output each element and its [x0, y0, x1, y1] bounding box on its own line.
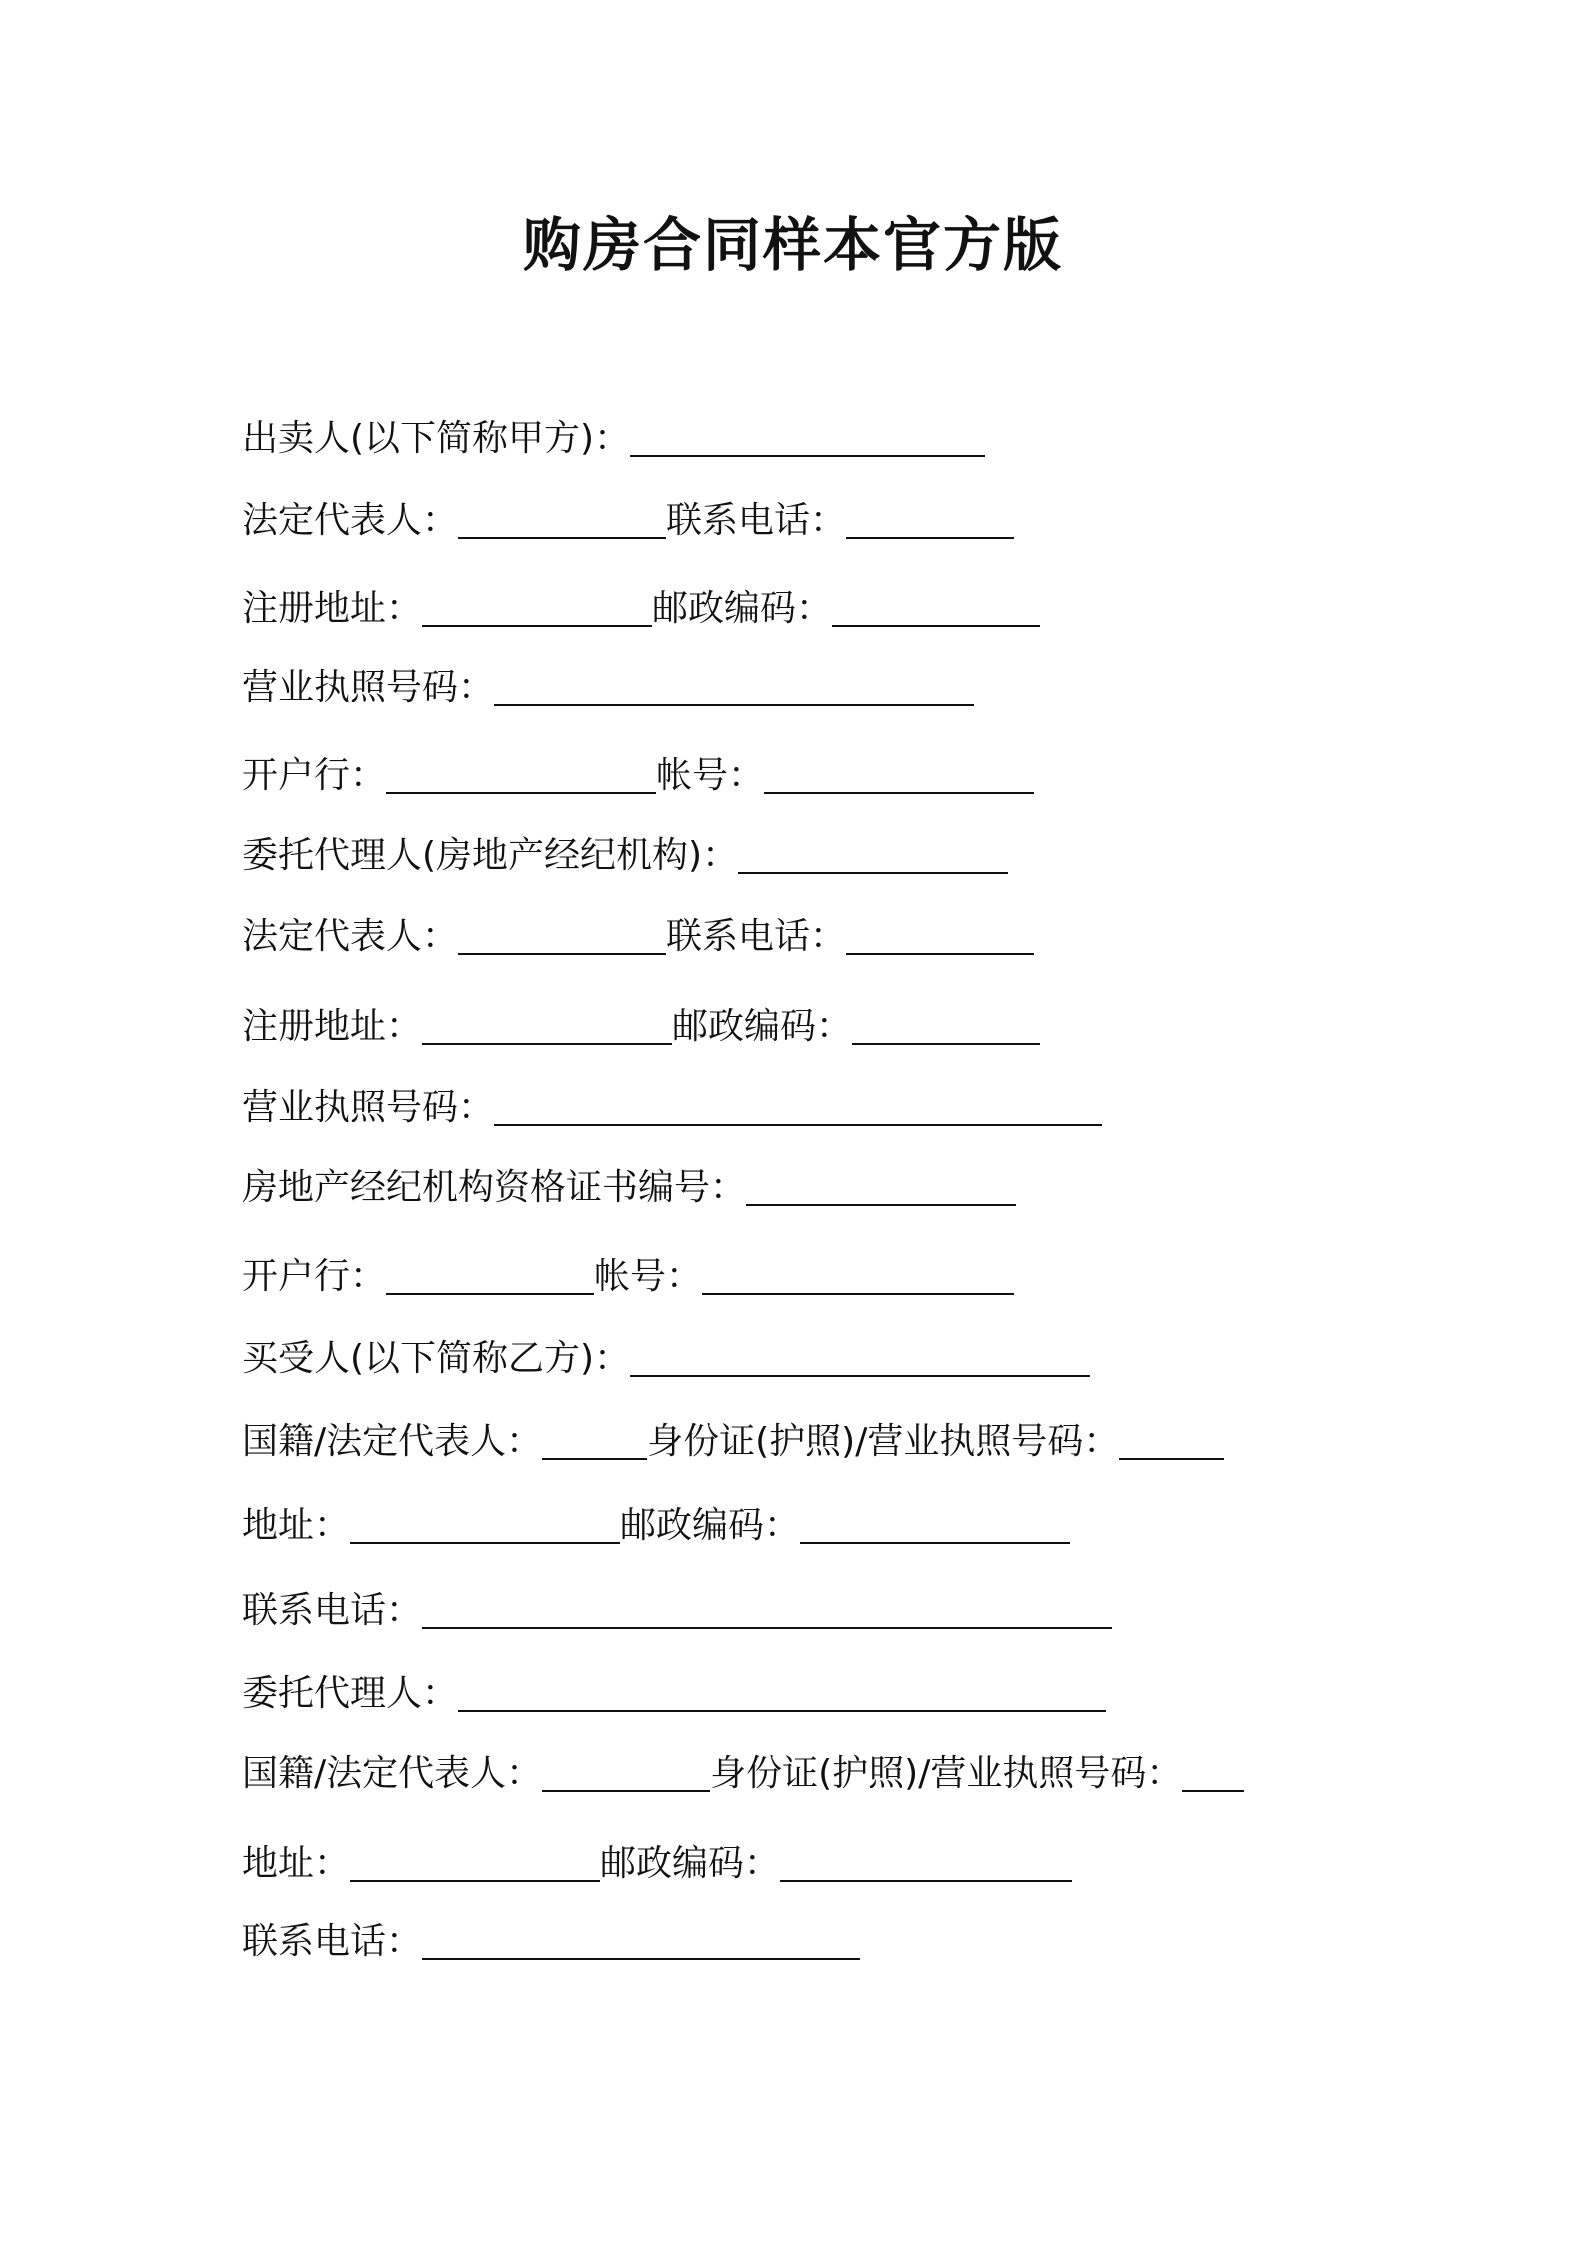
fill-in-blank[interactable]: [458, 503, 666, 539]
fill-in-blank[interactable]: [764, 758, 1034, 794]
fill-in-blank[interactable]: [422, 1009, 672, 1045]
form-line: [242, 913, 1034, 961]
field-label: 邮政编码：: [672, 1006, 853, 1047]
field-label: 买受人(以下简称乙方)：: [242, 1338, 631, 1379]
field-label: 身份证(护照)/营业执照号码：: [710, 1753, 1183, 1794]
field-label: 邮政编码：: [600, 1843, 781, 1884]
form-line: [242, 1335, 1090, 1383]
form-line: [242, 1670, 1106, 1718]
field-label: 营业执照号码：: [242, 1087, 495, 1128]
fill-in-blank[interactable]: [846, 919, 1034, 955]
field-label: 法定代表人：: [242, 500, 459, 541]
field-label: 房地产经纪机构资格证书编号：: [242, 1167, 747, 1208]
form-line: [242, 1750, 1244, 1798]
form-line: [242, 415, 985, 463]
field-label: 地址：: [242, 1505, 351, 1546]
fill-in-blank[interactable]: [832, 591, 1040, 627]
field-label: 联系电话：: [666, 500, 847, 541]
form-line: [242, 832, 1008, 880]
fill-in-blank[interactable]: [846, 503, 1014, 539]
form-line: [242, 1502, 1070, 1550]
form-line: [242, 1003, 1040, 1051]
form-line: [242, 1084, 1102, 1132]
field-label: 委托代理人：: [242, 1673, 459, 1714]
fill-in-blank[interactable]: [702, 1259, 1014, 1295]
field-label: 出卖人(以下简称甲方)：: [242, 418, 631, 459]
form-line: [242, 664, 974, 712]
field-label: 邮政编码：: [620, 1505, 801, 1546]
field-label: 国籍/法定代表人：: [242, 1753, 543, 1794]
form-line: [242, 585, 1040, 633]
fill-in-blank[interactable]: [780, 1846, 1072, 1882]
fill-in-blank[interactable]: [542, 1424, 647, 1460]
fill-in-blank[interactable]: [630, 1341, 1090, 1377]
form-line: [242, 1587, 1112, 1635]
fill-in-blank[interactable]: [746, 1170, 1016, 1206]
fill-in-blank[interactable]: [422, 591, 652, 627]
form-line: [242, 1164, 1016, 1212]
fill-in-blank[interactable]: [350, 1508, 620, 1544]
field-label: 帐号：: [594, 1256, 703, 1297]
field-label: 身份证(护照)/营业执照号码：: [647, 1421, 1120, 1462]
field-label: 营业执照号码：: [242, 667, 495, 708]
fill-in-blank[interactable]: [422, 1924, 860, 1960]
fill-in-blank[interactable]: [422, 1593, 1112, 1629]
field-label: 地址：: [242, 1843, 351, 1884]
field-label: 邮政编码：: [652, 588, 833, 629]
fill-in-blank[interactable]: [458, 1676, 1106, 1712]
field-label: 帐号：: [656, 755, 765, 796]
field-label: 开户行：: [242, 755, 387, 796]
fill-in-blank[interactable]: [738, 838, 1008, 874]
fill-in-blank[interactable]: [852, 1009, 1040, 1045]
field-label: 联系电话：: [242, 1590, 423, 1631]
fill-in-blank[interactable]: [800, 1508, 1070, 1544]
field-label: 委托代理人(房地产经纪机构)：: [242, 835, 739, 876]
field-label: 注册地址：: [242, 1006, 423, 1047]
field-label: 注册地址：: [242, 588, 423, 629]
fill-in-blank[interactable]: [350, 1846, 600, 1882]
field-label: 国籍/法定代表人：: [242, 1421, 543, 1462]
fill-in-blank[interactable]: [630, 421, 985, 457]
fill-in-blank[interactable]: [1182, 1756, 1244, 1792]
field-label: 联系电话：: [666, 916, 847, 957]
fill-in-blank[interactable]: [494, 1090, 1102, 1126]
form-line: [242, 1918, 860, 1966]
field-label: 法定代表人：: [242, 916, 459, 957]
fill-in-blank[interactable]: [386, 758, 656, 794]
document-title: 购房合同样本官方版: [522, 211, 1063, 279]
fill-in-blank[interactable]: [386, 1259, 594, 1295]
form-line: [242, 1418, 1224, 1466]
form-line: [242, 1840, 1072, 1888]
form-line: [242, 752, 1034, 800]
fill-in-blank[interactable]: [458, 919, 666, 955]
form-line: [242, 1253, 1014, 1301]
field-label: 联系电话：: [242, 1921, 423, 1962]
fill-in-blank[interactable]: [494, 670, 974, 706]
form-line: [242, 497, 1014, 545]
fill-in-blank[interactable]: [542, 1756, 710, 1792]
field-label: 开户行：: [242, 1256, 387, 1297]
fill-in-blank[interactable]: [1119, 1424, 1224, 1460]
